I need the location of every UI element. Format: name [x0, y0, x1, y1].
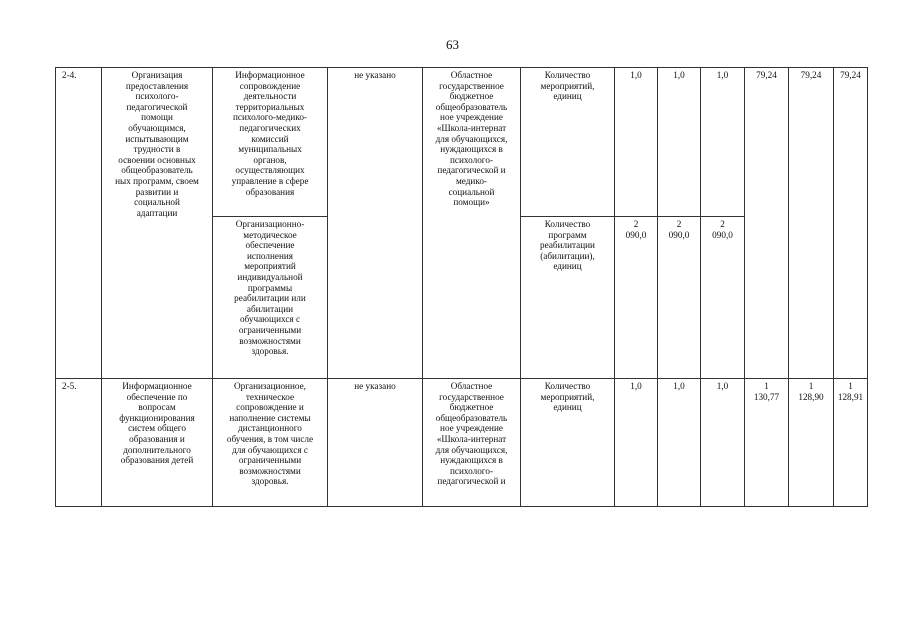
indicator-name: Количество программ реабилитации (абилитации), единиц — [521, 217, 615, 379]
row-number: 2-5. — [56, 379, 102, 507]
indicator-value: 1,0 — [615, 68, 658, 217]
indicator-name: Количество мероприятий, единиц — [521, 379, 615, 507]
indicator-value: 2 090,0 — [615, 217, 658, 379]
task-name: Информационное обеспечение по вопросам функционирования систем общего образования и дополнительного образования детей — [102, 379, 213, 507]
indicator-value: 2 090,0 — [701, 217, 745, 379]
table-row — [56, 379, 868, 507]
indicator-value: 2 090,0 — [658, 217, 701, 379]
event-description: Информационное сопровождение деятельности территориальных психолого-медико- педагогических комиссий муниципальных органов, осуществляющих управление в сфере образования — [213, 68, 328, 217]
event-description: Организационно- методическое обеспечение исполнения мероприятий индивидуальной программы реабилитации или абилитации обучающихся с ограниченными возможностями здоровья. — [213, 217, 328, 379]
indicator-value: 1,0 — [701, 379, 745, 507]
indicator-name: Количество мероприятий, единиц — [521, 68, 615, 217]
indicator-value: 1,0 — [658, 68, 701, 217]
task-name: Организация предоставления психолого- педагогической помощи обучающимся, испытывающим трудности в освоении основных общеобразователь ных программ, своем развитии и социальной адаптации — [102, 68, 213, 379]
indicator-value: 1,0 — [658, 379, 701, 507]
program-table — [55, 67, 868, 507]
indicator-value: 1,0 — [701, 68, 745, 217]
funding-value: 1 128,91 — [834, 379, 868, 507]
event-description: Организационное, техническое сопровождение и наполнение системы дистанционного обучения, в том числе для обучающихся с ограниченными возможностями здоровья. — [213, 379, 328, 507]
legal-basis: не указано — [328, 68, 423, 379]
executor: Областное государственное бюджетное общеобразователь ное учреждение «Школа-интернат для обучающихся, нуждающихся в психолого- педагогической и медико- социальной помощи» — [423, 68, 521, 379]
executor: Областное государственное бюджетное общеобразователь ное учреждение «Школа-интернат для обучающихся, нуждающихся в психолого- педагогической и — [423, 379, 521, 507]
table-row — [56, 68, 868, 217]
funding-value: 79,24 — [789, 68, 834, 379]
funding-value: 1 128,90 — [789, 379, 834, 507]
legal-basis: не указано — [328, 379, 423, 507]
funding-value: 1 130,77 — [745, 379, 789, 507]
row-number: 2-4. — [56, 68, 102, 379]
page-number: 63 — [446, 37, 459, 52]
funding-value: 79,24 — [745, 68, 789, 379]
funding-value: 79,24 — [834, 68, 868, 379]
indicator-value: 1,0 — [615, 379, 658, 507]
